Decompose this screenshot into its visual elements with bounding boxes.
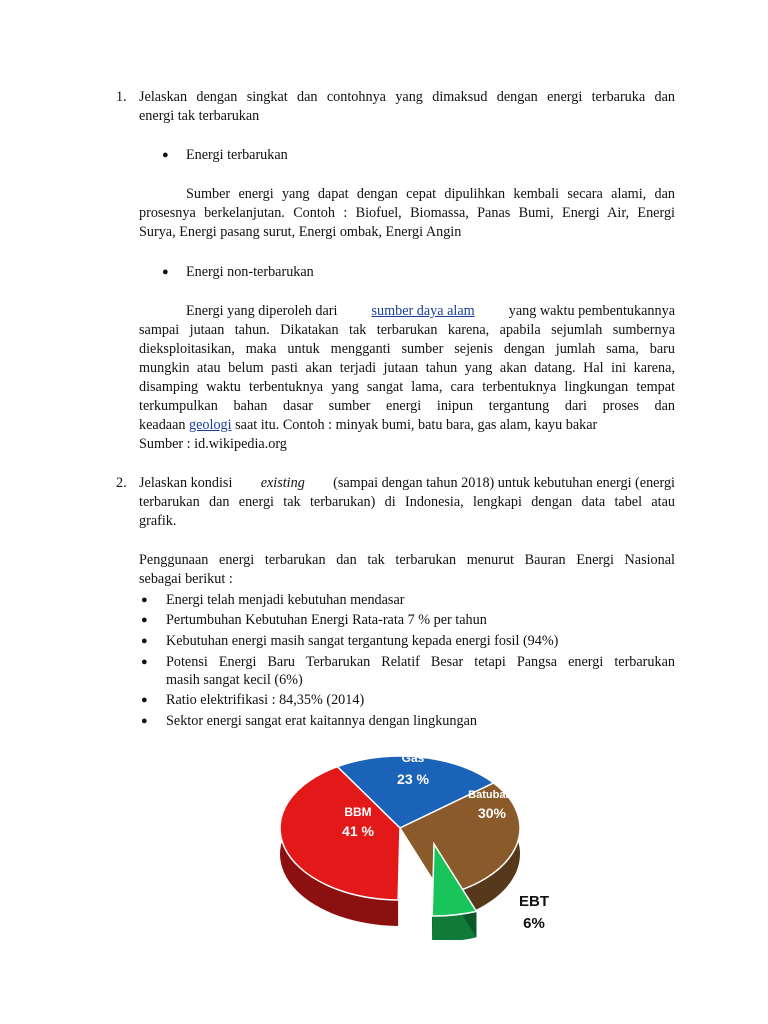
q2-line1-before: Jelaskan kondisi xyxy=(139,475,233,491)
pie-value-gas: 23 % xyxy=(397,771,429,787)
para2-l7-after: saat itu. Contoh : minyak bumi, batu bara, gas alam, kayu bakar xyxy=(235,417,598,433)
pie-label-ebt: EBT xyxy=(519,893,549,910)
sumber-daya-alam-link[interactable]: sumber daya alam xyxy=(371,303,475,319)
bullet2-title: Energi non-terbarukan xyxy=(186,264,314,280)
para1-line1: Sumber energi yang dapat dengan cepat dipulihkan kembali secara alami, dan xyxy=(186,186,675,202)
q2-line1-em: existing xyxy=(260,475,305,491)
q2-line3: grafik. xyxy=(139,513,177,529)
para2-line1 xyxy=(186,302,675,321)
bullet1-title: Energi terbarukan xyxy=(186,147,288,163)
q2-bullet-1: Energi telah menjadi kebutuhan mendasar xyxy=(166,592,405,608)
para2-line5: disamping waktu terbentuknya yang sangat lama, cara terbentuknya lingkungan tempat xyxy=(139,379,675,395)
bullet-icon: ● xyxy=(141,694,148,706)
q2-bullet-4-cont: masih sangat kecil (6%) xyxy=(166,672,303,688)
para2-line4: mungkin atau belum pasti akan terjadi jutaan tahun yang akan datang. Hal ini karena, xyxy=(139,360,675,376)
q1-number: 1. xyxy=(116,89,127,105)
energy-mix-pie-chart xyxy=(270,740,560,940)
pie-label-batubara: Batubara xyxy=(468,789,516,801)
pie-value-bbm: 41 % xyxy=(342,823,374,839)
para2-text-after: yang waktu pembentukannya xyxy=(508,303,675,319)
q2-bullet-3: Kebutuhan energi masih sangat tergantung kepada energi fosil (94%) xyxy=(166,633,559,649)
q2-intro2: sebagai berikut : xyxy=(139,571,233,587)
q2-line1-after: (sampai dengan tahun 2018) untuk kebutuhan energi (energi xyxy=(333,475,675,491)
q2-line2: terbarukan dan energi tak terbarukan) di Indonesia, lengkapi dengan data tabel atau xyxy=(139,494,675,510)
para2-line3: dieksploitasikan, maka untuk mengganti sumber sejenis dengan jumlah sama, baru xyxy=(139,341,675,357)
q2-line1 xyxy=(139,474,675,493)
para2-text-before: Energi yang diperoleh dari xyxy=(186,303,338,319)
q1-line1: Jelaskan dengan singkat dan contohnya yang dimaksud dengan energi terbaruka dan xyxy=(139,89,675,105)
q2-bullet-6: Sektor energi sangat erat kaitannya dengan lingkungan xyxy=(166,713,477,729)
para1-line3: Surya, Energi pasang surut, Energi ombak, Energi Angin xyxy=(139,224,462,240)
q2-bullet-4: Potensi Energi Baru Terbarukan Relatif Besar tetapi Pangsa energi terbarukan xyxy=(166,654,675,670)
pie-value-batubara: 30% xyxy=(477,805,507,821)
bullet-icon: ● xyxy=(141,614,148,626)
geologi-link[interactable]: geologi xyxy=(189,417,232,433)
pie-value-ebt: 6% xyxy=(523,915,545,932)
para2-line6: terkumpulkan bahan dasar sumber energi inipun tergantung dari proses dan xyxy=(139,398,675,414)
q2-bullet-2: Pertumbuhan Kebutuhan Energi Rata-rata 7 % per tahun xyxy=(166,612,487,628)
source-line: Sumber : id.wikipedia.org xyxy=(139,436,287,452)
bullet-icon: ● xyxy=(162,149,169,161)
q2-number: 2. xyxy=(116,475,127,491)
para2-line2: sampai jutaan tahun. Dikatakan tak terbarukan karena, apabila sejumlah sumbernya xyxy=(139,322,675,338)
para1-line2: prosesnya berkelanjutan. Contoh : Biofuel, Biomassa, Panas Bumi, Energi Air, Energi xyxy=(139,205,675,221)
pie-label-bbm: BBM xyxy=(344,805,372,819)
q1-line2: energi tak terbarukan xyxy=(139,108,260,124)
para2-l7-before: keadaan xyxy=(139,417,186,433)
q2-bullet-5: Ratio elektrifikasi : 84,35% (2014) xyxy=(166,692,365,708)
bullet-icon: ● xyxy=(141,715,148,727)
pie-label-gas: Gas xyxy=(401,751,425,765)
bullet-icon: ● xyxy=(162,266,169,278)
bullet-icon: ● xyxy=(141,594,148,606)
para2-line7 xyxy=(139,416,597,435)
bullet-icon: ● xyxy=(141,656,148,668)
q2-intro1: Penggunaan energi terbarukan dan tak terbarukan menurut Bauran Energi Nasional xyxy=(139,552,675,568)
bullet-icon: ● xyxy=(141,635,148,647)
